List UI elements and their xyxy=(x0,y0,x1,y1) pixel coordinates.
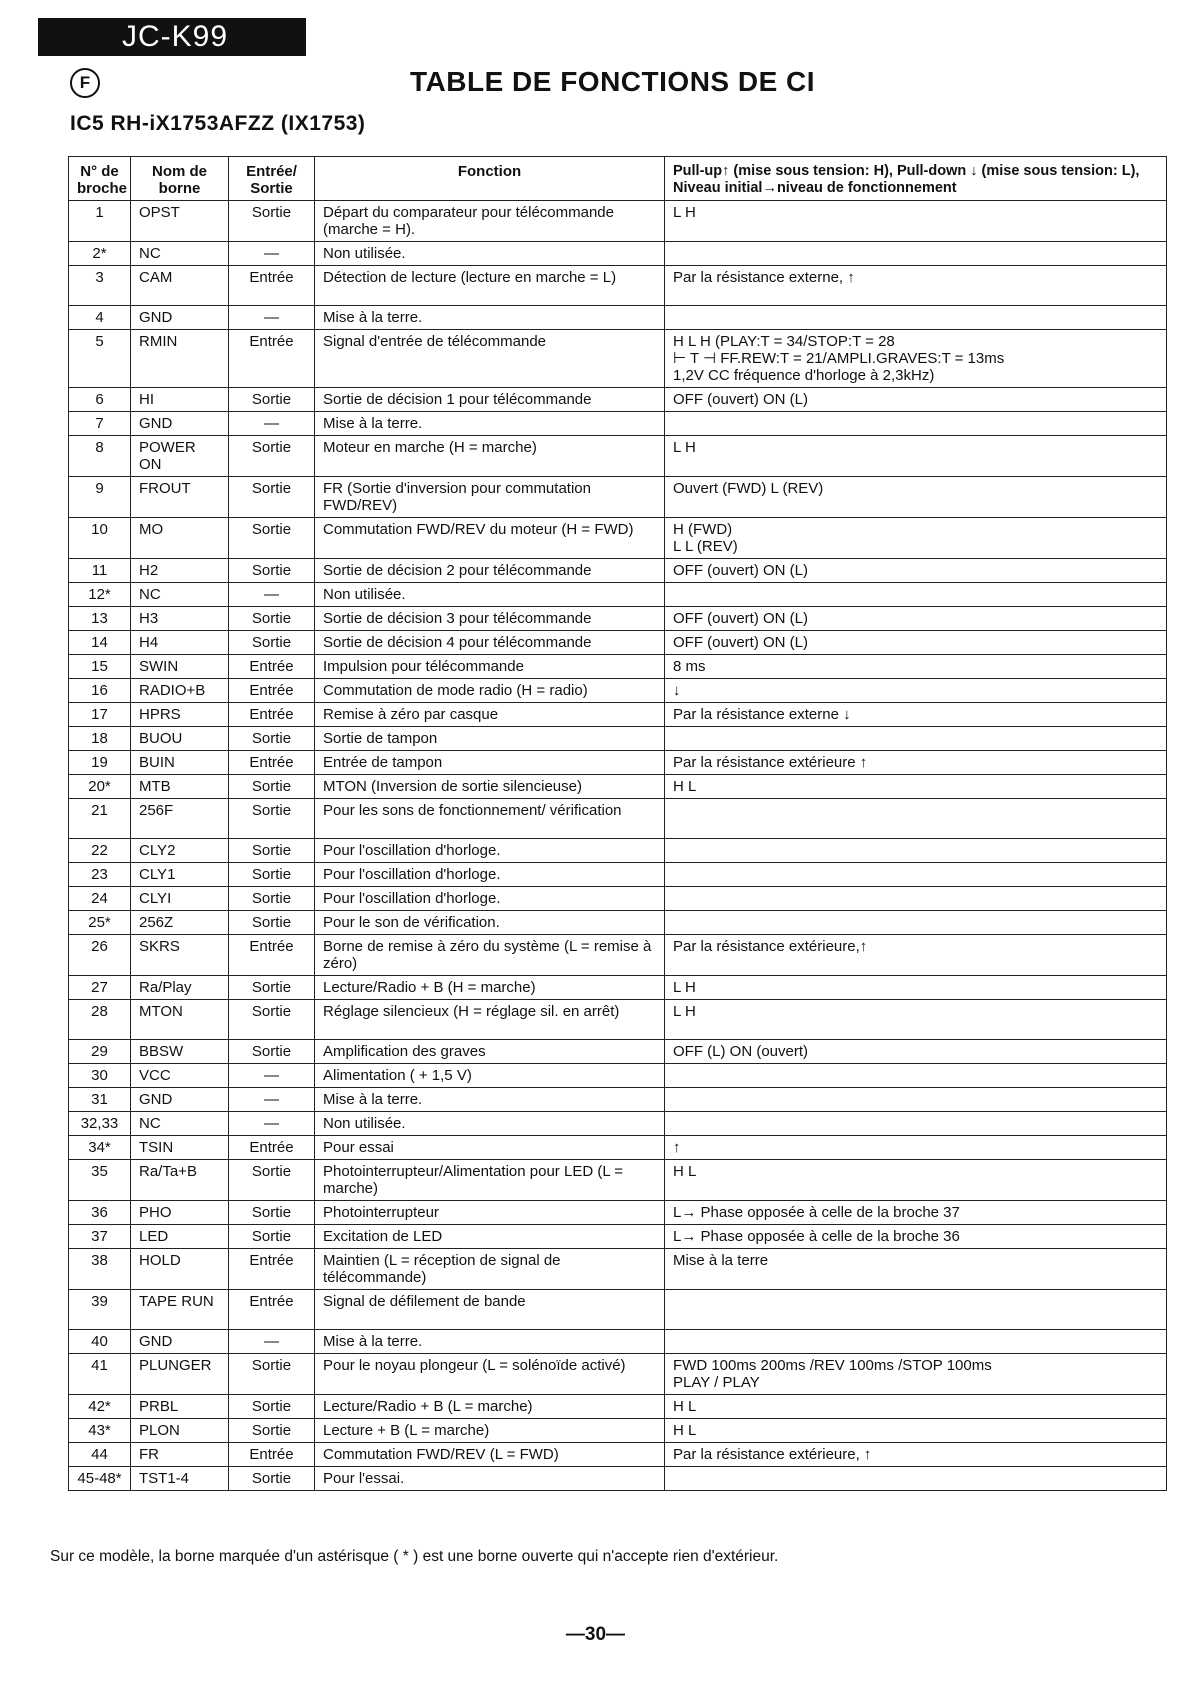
table-row xyxy=(69,306,1167,330)
signal-cell: OFF (ouvert) ON (L) xyxy=(665,607,1167,631)
function-cell: Mise à la terre. xyxy=(315,306,665,330)
name-cell: PRBL xyxy=(131,1395,229,1419)
signal-cell xyxy=(665,242,1167,266)
table-header-row xyxy=(69,157,1167,201)
name-cell: SKRS xyxy=(131,935,229,976)
io-cell: Sortie xyxy=(229,911,315,935)
function-cell: Sortie de décision 4 pour télécommande xyxy=(315,631,665,655)
table-body xyxy=(69,201,1167,1491)
signal-cell xyxy=(665,863,1167,887)
name-cell: MTB xyxy=(131,775,229,799)
pin-cell: 11 xyxy=(69,559,131,583)
col-header-pin: N° de broche xyxy=(69,157,131,201)
io-cell: Entrée xyxy=(229,655,315,679)
signal-cell xyxy=(665,412,1167,436)
pin-cell: 12* xyxy=(69,583,131,607)
io-cell: — xyxy=(229,1064,315,1088)
pin-cell: 28 xyxy=(69,1000,131,1040)
table-row xyxy=(69,1419,1167,1443)
pin-cell: 8 xyxy=(69,436,131,477)
function-cell: Sortie de décision 1 pour télécommande xyxy=(315,388,665,412)
pin-cell: 29 xyxy=(69,1040,131,1064)
signal-cell xyxy=(665,1467,1167,1491)
signal-cell: Par la résistance extérieure, ↑ xyxy=(665,1443,1167,1467)
function-cell: Lecture + B (L = marche) xyxy=(315,1419,665,1443)
signal-cell: H L xyxy=(665,1395,1167,1419)
function-cell: Pour l'oscillation d'horloge. xyxy=(315,887,665,911)
function-cell: Mise à la terre. xyxy=(315,412,665,436)
signal-cell: Ouvert (FWD) L (REV) xyxy=(665,477,1167,518)
model-tag: JC-K99 xyxy=(38,18,306,56)
signal-cell xyxy=(665,799,1167,839)
name-cell: GND xyxy=(131,1330,229,1354)
pin-cell: 45-48* xyxy=(69,1467,131,1491)
function-cell: Moteur en marche (H = marche) xyxy=(315,436,665,477)
pin-cell: 26 xyxy=(69,935,131,976)
function-cell: Mise à la terre. xyxy=(315,1330,665,1354)
signal-cell: H (FWD) L L (REV) xyxy=(665,518,1167,559)
table-row xyxy=(69,1290,1167,1330)
function-cell: Photointerrupteur/Alimentation pour LED (L = marche) xyxy=(315,1160,665,1201)
io-cell: Sortie xyxy=(229,799,315,839)
table-row xyxy=(69,775,1167,799)
function-cell: Pour l'oscillation d'horloge. xyxy=(315,839,665,863)
table-row xyxy=(69,330,1167,388)
name-cell: PLON xyxy=(131,1419,229,1443)
io-cell: Sortie xyxy=(229,477,315,518)
pin-cell: 32,33 xyxy=(69,1112,131,1136)
io-cell: Sortie xyxy=(229,607,315,631)
name-cell: FR xyxy=(131,1443,229,1467)
table-row xyxy=(69,1225,1167,1249)
col-header-function: Fonction xyxy=(315,157,665,201)
pin-cell: 34* xyxy=(69,1136,131,1160)
name-cell: FROUT xyxy=(131,477,229,518)
function-cell: Non utilisée. xyxy=(315,1112,665,1136)
function-cell: Impulsion pour télécommande xyxy=(315,655,665,679)
pin-cell: 16 xyxy=(69,679,131,703)
table-row xyxy=(69,1136,1167,1160)
name-cell: SWIN xyxy=(131,655,229,679)
name-cell: MTON xyxy=(131,1000,229,1040)
name-cell: POWER ON xyxy=(131,436,229,477)
function-cell: Non utilisée. xyxy=(315,242,665,266)
name-cell: 256Z xyxy=(131,911,229,935)
pin-cell: 7 xyxy=(69,412,131,436)
signal-cell: H L xyxy=(665,1419,1167,1443)
function-cell: Signal de défilement de bande xyxy=(315,1290,665,1330)
io-cell: Sortie xyxy=(229,727,315,751)
function-cell: Pour le noyau plongeur (L = solénoïde activé) xyxy=(315,1354,665,1395)
signal-cell xyxy=(665,911,1167,935)
io-cell: — xyxy=(229,583,315,607)
pin-cell: 2* xyxy=(69,242,131,266)
pin-cell: 31 xyxy=(69,1088,131,1112)
io-cell: — xyxy=(229,1112,315,1136)
pin-cell: 21 xyxy=(69,799,131,839)
table-row xyxy=(69,727,1167,751)
table-row xyxy=(69,839,1167,863)
name-cell: HI xyxy=(131,388,229,412)
table-row xyxy=(69,583,1167,607)
signal-cell xyxy=(665,1088,1167,1112)
signal-cell: Par la résistance externe ↓ xyxy=(665,703,1167,727)
table-row xyxy=(69,1443,1167,1467)
function-cell: Remise à zéro par casque xyxy=(315,703,665,727)
function-cell: FR (Sortie d'inversion pour commutation FWD/REV) xyxy=(315,477,665,518)
name-cell: Ra/Ta+B xyxy=(131,1160,229,1201)
signal-cell: L→ Phase opposée à celle de la broche 36 xyxy=(665,1225,1167,1249)
function-cell: Pour essai xyxy=(315,1136,665,1160)
pin-cell: 23 xyxy=(69,863,131,887)
function-cell: Commutation FWD/REV du moteur (H = FWD) xyxy=(315,518,665,559)
pin-cell: 10 xyxy=(69,518,131,559)
signal-cell xyxy=(665,1112,1167,1136)
name-cell: BBSW xyxy=(131,1040,229,1064)
signal-cell xyxy=(665,1330,1167,1354)
pin-cell: 15 xyxy=(69,655,131,679)
table-row xyxy=(69,412,1167,436)
io-cell: — xyxy=(229,242,315,266)
table-row xyxy=(69,799,1167,839)
pin-cell: 35 xyxy=(69,1160,131,1201)
table-row xyxy=(69,477,1167,518)
pin-cell: 22 xyxy=(69,839,131,863)
signal-cell: OFF (ouvert) ON (L) xyxy=(665,631,1167,655)
table-row xyxy=(69,1000,1167,1040)
io-cell: Sortie xyxy=(229,436,315,477)
signal-cell: OFF (L) ON (ouvert) xyxy=(665,1040,1167,1064)
io-cell: Sortie xyxy=(229,388,315,412)
io-cell: Entrée xyxy=(229,1249,315,1290)
io-cell: Sortie xyxy=(229,775,315,799)
signal-cell: Par la résistance externe, ↑ xyxy=(665,266,1167,306)
col-header-name: Nom de borne xyxy=(131,157,229,201)
name-cell: CLY1 xyxy=(131,863,229,887)
function-cell: MTON (Inversion de sortie silencieuse) xyxy=(315,775,665,799)
name-cell: CLYI xyxy=(131,887,229,911)
signal-cell: H L H (PLAY:T = 34/STOP:T = 28 ⊢ T ⊣ FF.REW:T = 21/AMPLI.GRAVES:T = 13ms 1,2V CC fréquence d'horloge à 2,3kHz) xyxy=(665,330,1167,388)
pin-cell: 43* xyxy=(69,1419,131,1443)
io-cell: Sortie xyxy=(229,1467,315,1491)
io-cell: Sortie xyxy=(229,887,315,911)
signal-cell: L H xyxy=(665,436,1167,477)
signal-cell: Mise à la terre xyxy=(665,1249,1167,1290)
io-cell: Entrée xyxy=(229,935,315,976)
signal-cell: L→ Phase opposée à celle de la broche 37 xyxy=(665,1201,1167,1225)
pin-cell: 36 xyxy=(69,1201,131,1225)
function-cell: Pour le son de vérification. xyxy=(315,911,665,935)
name-cell: VCC xyxy=(131,1064,229,1088)
io-cell: Entrée xyxy=(229,266,315,306)
name-cell: CAM xyxy=(131,266,229,306)
pin-cell: 5 xyxy=(69,330,131,388)
table-row xyxy=(69,201,1167,242)
io-cell: — xyxy=(229,1330,315,1354)
pin-cell: 24 xyxy=(69,887,131,911)
table-row xyxy=(69,518,1167,559)
function-cell: Alimentation ( + 1,5 V) xyxy=(315,1064,665,1088)
name-cell: MO xyxy=(131,518,229,559)
pin-cell: 3 xyxy=(69,266,131,306)
table-row xyxy=(69,388,1167,412)
io-cell: Sortie xyxy=(229,559,315,583)
io-cell: Sortie xyxy=(229,518,315,559)
name-cell: HOLD xyxy=(131,1249,229,1290)
table-row xyxy=(69,559,1167,583)
signal-cell xyxy=(665,1064,1167,1088)
pin-cell: 19 xyxy=(69,751,131,775)
signal-cell: FWD 100ms 200ms /REV 100ms /STOP 100ms PLAY / PLAY xyxy=(665,1354,1167,1395)
io-cell: Entrée xyxy=(229,751,315,775)
signal-cell xyxy=(665,306,1167,330)
table-row xyxy=(69,1160,1167,1201)
name-cell: TST1-4 xyxy=(131,1467,229,1491)
io-cell: Sortie xyxy=(229,201,315,242)
function-cell: Non utilisée. xyxy=(315,583,665,607)
name-cell: TAPE RUN xyxy=(131,1290,229,1330)
signal-cell: ↑ xyxy=(665,1136,1167,1160)
io-cell: Entrée xyxy=(229,1136,315,1160)
signal-cell xyxy=(665,583,1167,607)
function-cell: Maintien (L = réception de signal de télécommande) xyxy=(315,1249,665,1290)
pin-cell: 27 xyxy=(69,976,131,1000)
table-row xyxy=(69,1249,1167,1290)
table-row xyxy=(69,655,1167,679)
function-cell: Photointerrupteur xyxy=(315,1201,665,1225)
name-cell: LED xyxy=(131,1225,229,1249)
io-cell: Sortie xyxy=(229,1160,315,1201)
io-cell: — xyxy=(229,1088,315,1112)
table-row xyxy=(69,1088,1167,1112)
signal-cell: ↓ xyxy=(665,679,1167,703)
name-cell: TSIN xyxy=(131,1136,229,1160)
pin-cell: 14 xyxy=(69,631,131,655)
name-cell: OPST xyxy=(131,201,229,242)
language-badge: F xyxy=(70,68,100,98)
io-cell: Entrée xyxy=(229,1443,315,1467)
signal-cell: H L xyxy=(665,1160,1167,1201)
function-cell: Commutation de mode radio (H = radio) xyxy=(315,679,665,703)
function-cell: Mise à la terre. xyxy=(315,1088,665,1112)
io-cell: Sortie xyxy=(229,1354,315,1395)
signal-cell xyxy=(665,727,1167,751)
pin-cell: 42* xyxy=(69,1395,131,1419)
io-cell: Sortie xyxy=(229,631,315,655)
name-cell: NC xyxy=(131,242,229,266)
function-cell: Pour l'essai. xyxy=(315,1467,665,1491)
table-row xyxy=(69,607,1167,631)
function-cell: Signal d'entrée de télécommande xyxy=(315,330,665,388)
pin-cell: 9 xyxy=(69,477,131,518)
function-cell: Borne de remise à zéro du système (L = remise à zéro) xyxy=(315,935,665,976)
signal-cell xyxy=(665,1290,1167,1330)
table-row xyxy=(69,1467,1167,1491)
io-cell: Sortie xyxy=(229,1225,315,1249)
pin-cell: 13 xyxy=(69,607,131,631)
pin-cell: 40 xyxy=(69,1330,131,1354)
pin-cell: 1 xyxy=(69,201,131,242)
name-cell: H2 xyxy=(131,559,229,583)
io-cell: Entrée xyxy=(229,330,315,388)
table-row xyxy=(69,242,1167,266)
function-table xyxy=(68,156,1167,1491)
function-cell: Excitation de LED xyxy=(315,1225,665,1249)
io-cell: — xyxy=(229,306,315,330)
io-cell: Sortie xyxy=(229,1395,315,1419)
table-row xyxy=(69,887,1167,911)
table-row xyxy=(69,1064,1167,1088)
io-cell: Sortie xyxy=(229,1000,315,1040)
name-cell: PHO xyxy=(131,1201,229,1225)
name-cell: 256F xyxy=(131,799,229,839)
table-row xyxy=(69,1330,1167,1354)
table-row xyxy=(69,1354,1167,1395)
function-cell: Réglage silencieux (H = réglage sil. en arrêt) xyxy=(315,1000,665,1040)
function-cell: Pour les sons de fonctionnement/ vérification xyxy=(315,799,665,839)
pin-cell: 18 xyxy=(69,727,131,751)
io-cell: Entrée xyxy=(229,1290,315,1330)
name-cell: RADIO+B xyxy=(131,679,229,703)
name-cell: H4 xyxy=(131,631,229,655)
page-title: TABLE DE FONCTIONS DE CI xyxy=(410,66,816,97)
name-cell: GND xyxy=(131,1088,229,1112)
table-row xyxy=(69,911,1167,935)
table-row xyxy=(69,935,1167,976)
signal-cell: OFF (ouvert) ON (L) xyxy=(665,559,1167,583)
table-row xyxy=(69,1201,1167,1225)
function-cell: Amplification des graves xyxy=(315,1040,665,1064)
page-number: —30— xyxy=(565,1624,626,1645)
io-cell: Sortie xyxy=(229,839,315,863)
pin-cell: 37 xyxy=(69,1225,131,1249)
io-cell: Entrée xyxy=(229,679,315,703)
io-cell: Entrée xyxy=(229,703,315,727)
pin-cell: 17 xyxy=(69,703,131,727)
function-cell: Lecture/Radio + B (H = marche) xyxy=(315,976,665,1000)
pin-cell: 41 xyxy=(69,1354,131,1395)
pin-cell: 38 xyxy=(69,1249,131,1290)
name-cell: Ra/Play xyxy=(131,976,229,1000)
name-cell: BUIN xyxy=(131,751,229,775)
table-row xyxy=(69,1112,1167,1136)
function-cell: Sortie de décision 3 pour télécommande xyxy=(315,607,665,631)
io-cell: Sortie xyxy=(229,1419,315,1443)
table-row xyxy=(69,266,1167,306)
function-cell: Pour l'oscillation d'horloge. xyxy=(315,863,665,887)
signal-cell: 8 ms xyxy=(665,655,1167,679)
table-row xyxy=(69,863,1167,887)
signal-cell: Par la résistance extérieure ↑ xyxy=(665,751,1167,775)
footnote: Sur ce modèle, la borne marquée d'un astérisque ( * ) est une borne ouverte qui n'accepte rien d'extérieur. xyxy=(50,1548,779,1565)
pin-cell: 44 xyxy=(69,1443,131,1467)
signal-cell: Par la résistance extérieure,↑ xyxy=(665,935,1167,976)
col-header-signal: Pull-up↑ (mise sous tension: H), Pull-down ↓ (mise sous tension: L), Niveau initial→niveau de fonctionnement xyxy=(665,157,1167,201)
table-row xyxy=(69,1040,1167,1064)
table-row xyxy=(69,436,1167,477)
name-cell: PLUNGER xyxy=(131,1354,229,1395)
name-cell: GND xyxy=(131,306,229,330)
ic-heading: IC5 RH-iX1753AFZZ (IX1753) xyxy=(70,112,366,135)
function-cell: Entrée de tampon xyxy=(315,751,665,775)
table-row xyxy=(69,976,1167,1000)
name-cell: GND xyxy=(131,412,229,436)
signal-cell: L H xyxy=(665,976,1167,1000)
io-cell: Sortie xyxy=(229,1040,315,1064)
function-cell: Sortie de tampon xyxy=(315,727,665,751)
signal-cell: L H xyxy=(665,201,1167,242)
name-cell: RMIN xyxy=(131,330,229,388)
io-cell: Sortie xyxy=(229,976,315,1000)
name-cell: HPRS xyxy=(131,703,229,727)
signal-cell: OFF (ouvert) ON (L) xyxy=(665,388,1167,412)
table-row xyxy=(69,679,1167,703)
name-cell: BUOU xyxy=(131,727,229,751)
pin-cell: 25* xyxy=(69,911,131,935)
io-cell: Sortie xyxy=(229,1201,315,1225)
io-cell: — xyxy=(229,412,315,436)
name-cell: H3 xyxy=(131,607,229,631)
signal-cell: L H xyxy=(665,1000,1167,1040)
table-row xyxy=(69,1395,1167,1419)
function-cell: Détection de lecture (lecture en marche = L) xyxy=(315,266,665,306)
function-cell: Commutation FWD/REV (L = FWD) xyxy=(315,1443,665,1467)
name-cell: NC xyxy=(131,1112,229,1136)
signal-cell xyxy=(665,839,1167,863)
pin-cell: 20* xyxy=(69,775,131,799)
name-cell: CLY2 xyxy=(131,839,229,863)
function-cell: Départ du comparateur pour télécommande (marche = H). xyxy=(315,201,665,242)
signal-cell xyxy=(665,887,1167,911)
pin-cell: 4 xyxy=(69,306,131,330)
table-row xyxy=(69,703,1167,727)
pin-cell: 6 xyxy=(69,388,131,412)
io-cell: Sortie xyxy=(229,863,315,887)
pin-cell: 30 xyxy=(69,1064,131,1088)
name-cell: NC xyxy=(131,583,229,607)
pin-cell: 39 xyxy=(69,1290,131,1330)
function-cell: Lecture/Radio + B (L = marche) xyxy=(315,1395,665,1419)
col-header-io: Entrée/ Sortie xyxy=(229,157,315,201)
function-cell: Sortie de décision 2 pour télécommande xyxy=(315,559,665,583)
table-row xyxy=(69,751,1167,775)
signal-cell: H L xyxy=(665,775,1167,799)
table-row xyxy=(69,631,1167,655)
